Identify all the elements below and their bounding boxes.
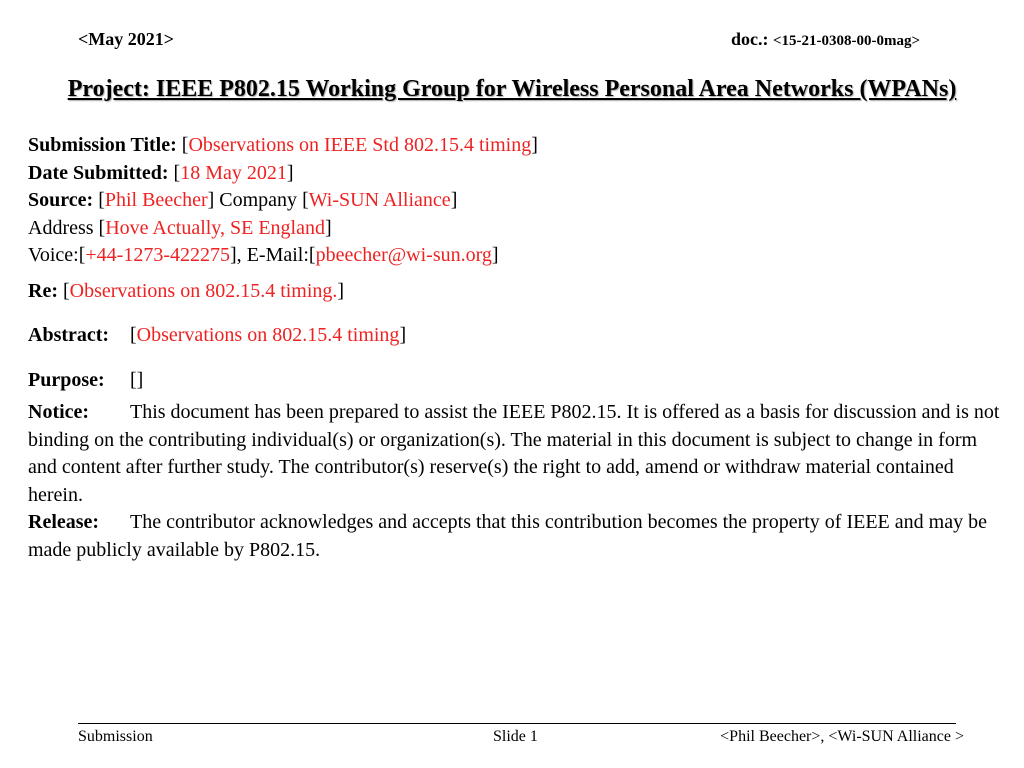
- header-date: <May 2021>: [78, 29, 175, 49]
- release-text: The contributor acknowledges and accepts that this contribution becomes the property of IEEE and may be made publicly available by P802.15.: [28, 511, 987, 561]
- release-paragraph: [28, 509, 1008, 564]
- abstract-label: Abstract:: [28, 324, 110, 346]
- re-line: Re: [Observations on 802.15.4 timing.]: [28, 279, 345, 302]
- release-label: Release:: [28, 511, 100, 533]
- project-title: Project: IEEE P802.15 Working Group for Wireless Personal Area Networks (WPANs): [67, 76, 957, 102]
- contact-line: Voice:[+44-1273-422275], E-Mail:[pbeecher@wi-sun.org]: [28, 244, 499, 266]
- address-label: Address: [28, 216, 94, 239]
- re-value: Observations on 802.15.4 timing: [69, 279, 333, 302]
- email-label: E-Mail:: [246, 244, 309, 266]
- purpose-line: [28, 367, 1008, 395]
- footer-divider: [78, 723, 956, 724]
- voice-label: Voice:: [28, 244, 79, 266]
- source-line: Source: [Phil Beecher] Company [Wi-SUN Alliance]: [28, 189, 458, 211]
- address-value: Hove Actually, SE England: [105, 216, 325, 239]
- company-value: Wi-SUN Alliance: [308, 189, 451, 211]
- source-label: Source:: [28, 189, 94, 211]
- date-submitted-label: Date Submitted:: [28, 161, 169, 184]
- header-doc-id: [731, 29, 920, 50]
- purpose-value: []: [130, 368, 144, 391]
- re-label: Re:: [28, 279, 58, 302]
- submission-title-label: Submission Title:: [28, 134, 177, 156]
- footer-author: <Phil Beecher>, <Wi-SUN Alliance >: [720, 728, 964, 745]
- email-value[interactable]: pbeecher@wi-sun.org: [315, 244, 492, 266]
- submission-title-line: Submission Title: [Observations on IEEE Std 802.15.4 timing]: [28, 134, 538, 156]
- purpose-label: Purpose:: [28, 368, 105, 391]
- voice-value: +44-1273-422275: [85, 244, 231, 266]
- notice-paragraph: [28, 399, 1008, 509]
- abstract-line: Abstract: [Observations on 802.15.4 timing]: [28, 322, 1008, 350]
- date-submitted-value: 18 May 2021: [180, 161, 287, 184]
- address-line: Address [Hove Actually, SE England]: [28, 216, 332, 239]
- company-label: Company: [219, 189, 298, 211]
- date-submitted-line: Date Submitted: [18 May 2021]: [28, 161, 294, 184]
- abstract-value: Observations on 802.15.4 timing: [136, 324, 400, 346]
- submission-title-value: Observations on IEEE Std 802.15.4 timing: [188, 134, 532, 156]
- footer-submission: Submission: [78, 728, 153, 745]
- source-value: Phil Beecher: [104, 189, 208, 211]
- footer-slide-number: Slide 1: [493, 728, 538, 745]
- doc-number: <15-21-0308-00-0mag>: [773, 33, 921, 49]
- notice-text: This document has been prepared to assist the IEEE P802.15. It is offered as a basis for discussion and is not binding on the contributing individual(s) or organization(s). The material in this document is subject to change in form and content after further study. The contributor(s) reserve(s) the right to add, amend or withdraw material contained herein.: [28, 401, 1000, 506]
- doc-label: doc.:: [731, 29, 773, 49]
- notice-label: Notice:: [28, 401, 90, 423]
- submission-body: [28, 132, 1008, 564]
